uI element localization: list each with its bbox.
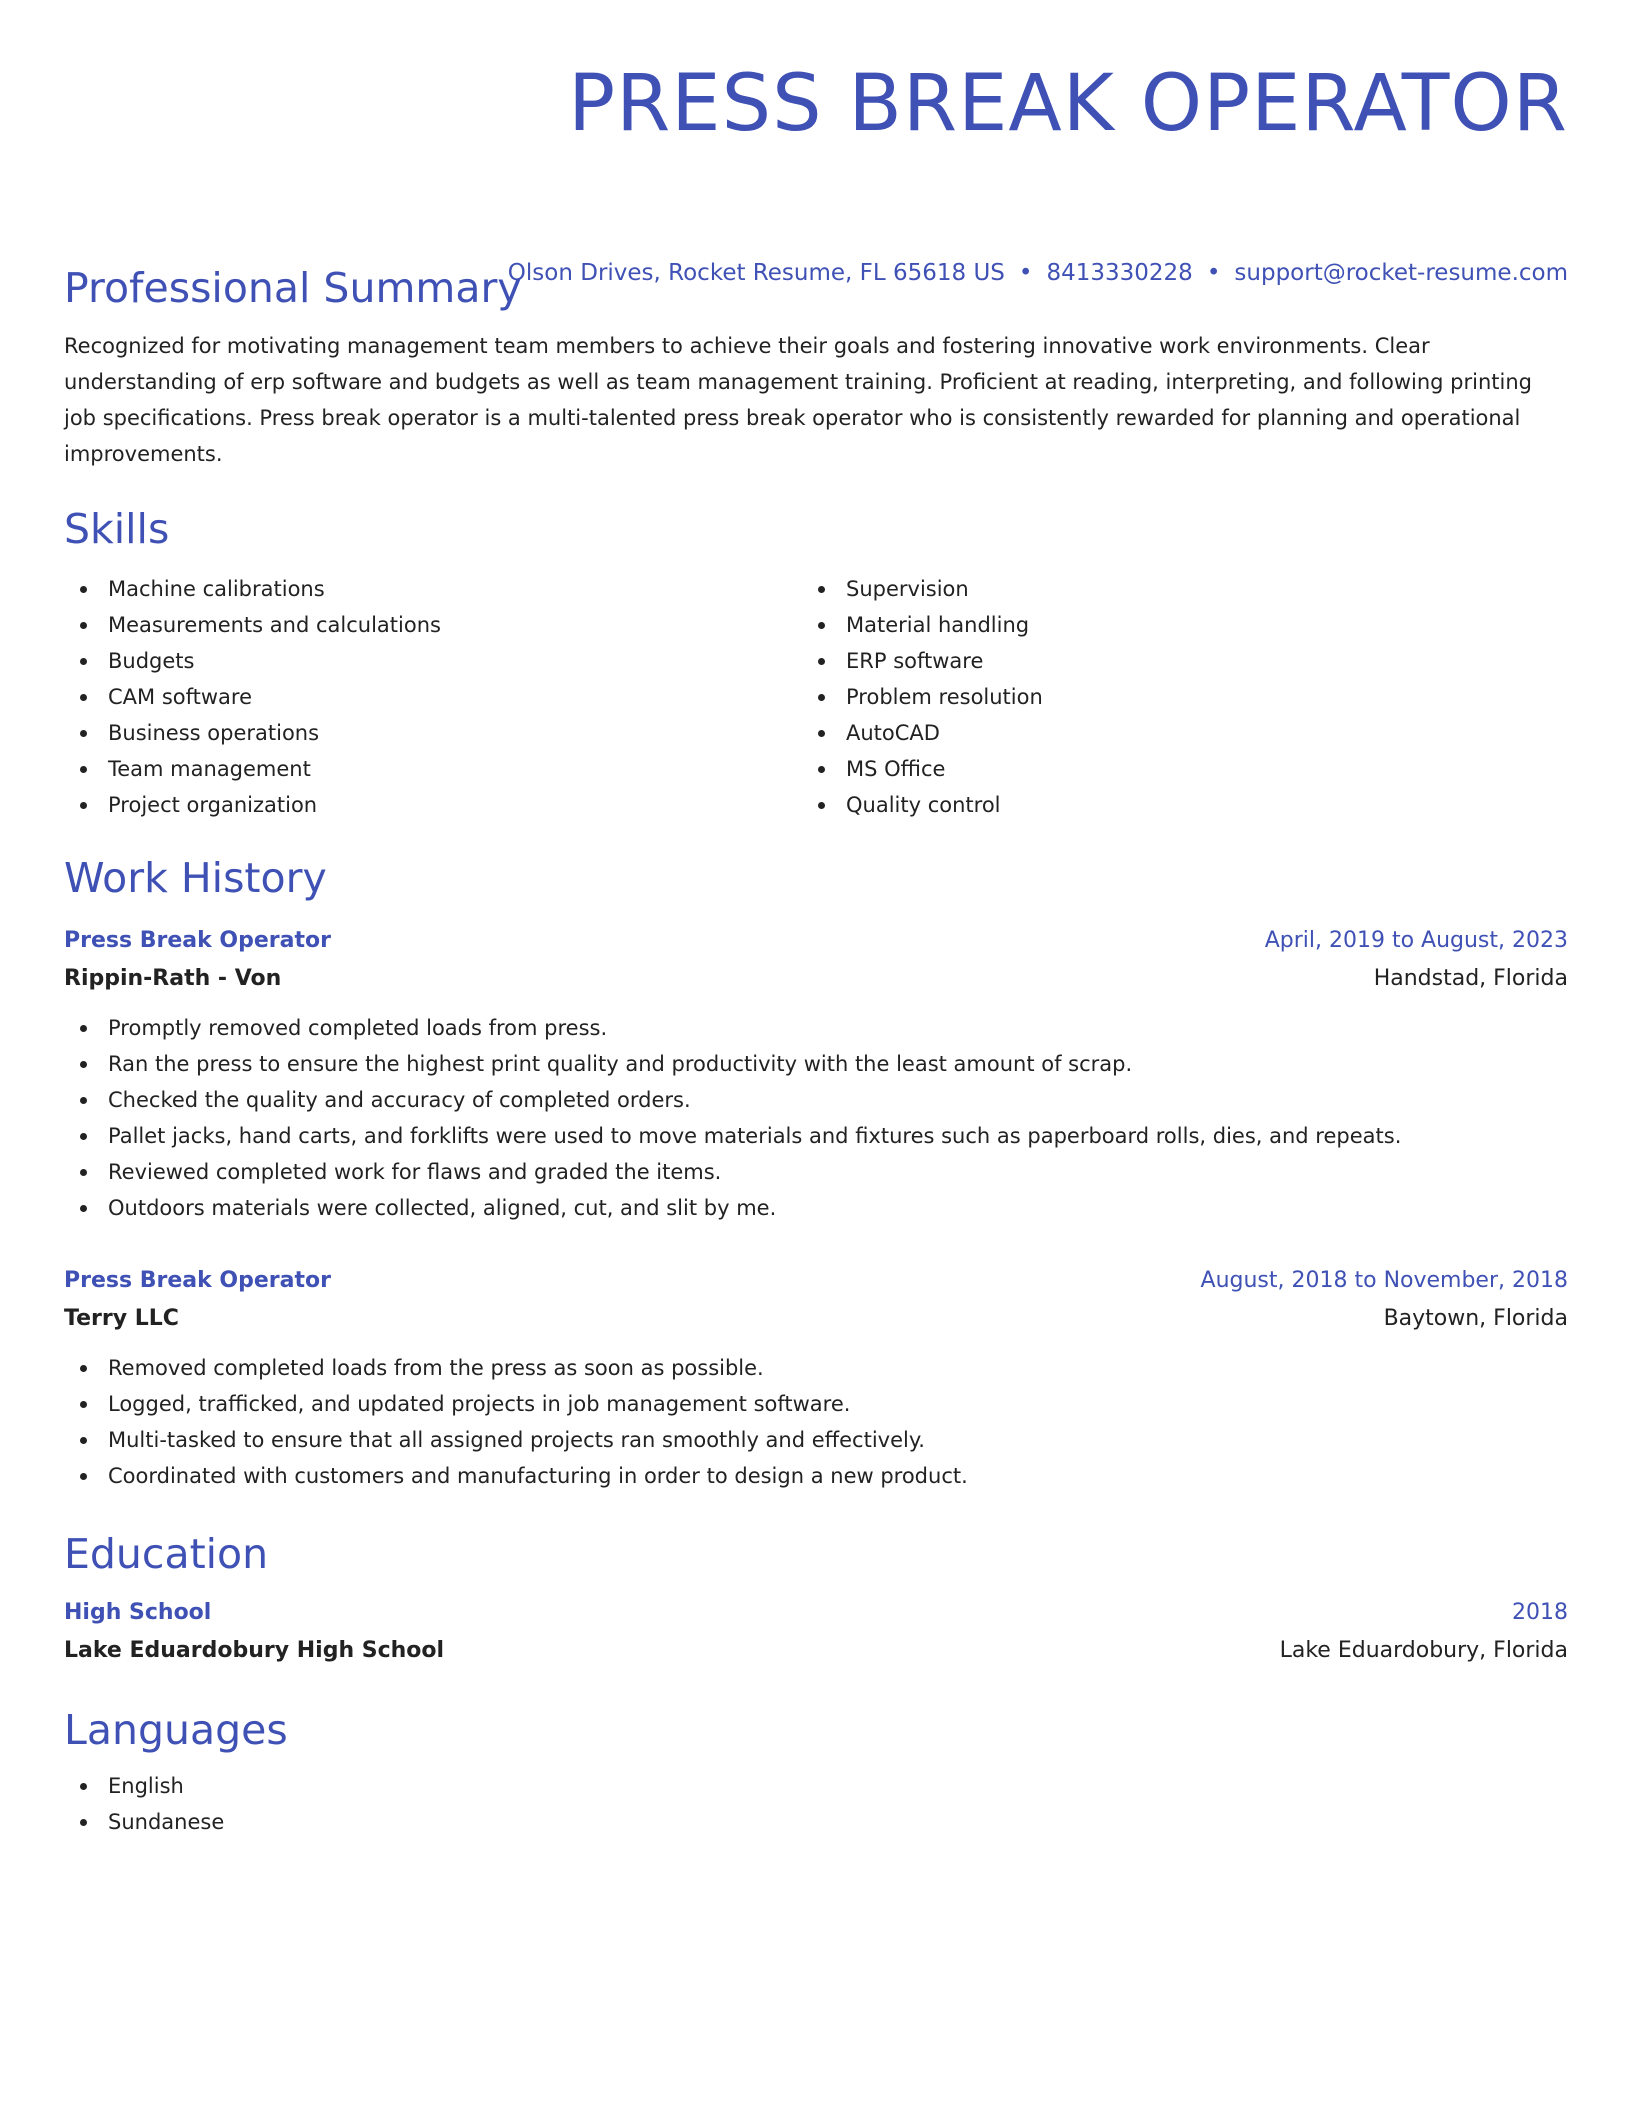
skill-item: ERP software xyxy=(802,643,1540,679)
job-bullet: Multi-tasked to ensure that all assigned projects ran smoothly and effectively. xyxy=(64,1422,1568,1458)
separator-dot: • xyxy=(1018,260,1033,286)
job-bullet: Logged, trafficked, and updated projects in job management software. xyxy=(64,1386,1568,1422)
job-entry xyxy=(64,922,1568,1226)
education-degree: High School xyxy=(64,1600,212,1625)
skills-list-right xyxy=(802,571,1540,823)
contact-email[interactable]: support@rocket-resume.com xyxy=(1234,260,1568,286)
skills-section xyxy=(64,503,1568,823)
job-bullets xyxy=(64,1010,1568,1226)
skill-item: Project organization xyxy=(64,787,802,823)
job-bullet: Coordinated with customers and manufacturing in order to design a new product. xyxy=(64,1458,1568,1494)
languages-heading: Languages xyxy=(64,1706,288,1754)
summary-text: Recognized for motivating management team members to achieve their goals and fostering innovative work environments. Clear understanding of erp software and budgets as well as team management training. Proficient at reading, interpreting, and following printing job specifications. Press break operator is a multi-talented press break operator who is consistently rewarded for planning and operational improvements. xyxy=(64,334,1532,466)
job-title: Press Break Operator xyxy=(64,928,331,953)
language-item: Sundanese xyxy=(64,1804,1568,1840)
skill-item: Business operations xyxy=(64,715,802,751)
skill-item: Problem resolution xyxy=(802,679,1540,715)
skill-item: Measurements and calculations xyxy=(64,607,802,643)
education-location: Lake Eduardobury, Florida xyxy=(1279,1638,1568,1663)
job-bullet: Removed completed loads from the press as soon as possible. xyxy=(64,1350,1568,1386)
skills-list-left xyxy=(64,571,802,823)
education-heading: Education xyxy=(64,1530,269,1578)
job-bullets xyxy=(64,1350,1568,1494)
work-history-heading: Work History xyxy=(64,854,327,902)
skill-item: CAM software xyxy=(64,679,802,715)
skill-item: Machine calibrations xyxy=(64,571,802,607)
education-school: Lake Eduardobury High School xyxy=(64,1638,445,1663)
job-bullet: Promptly removed completed loads from press. xyxy=(64,1010,1568,1046)
job-bullet: Checked the quality and accuracy of completed orders. xyxy=(64,1082,1568,1118)
education-section xyxy=(64,1528,1568,1670)
education-year: 2018 xyxy=(1512,1600,1568,1625)
job-header-row xyxy=(64,922,1568,960)
job-bullet: Reviewed completed work for flaws and graded the items. xyxy=(64,1154,1568,1190)
skill-item: AutoCAD xyxy=(802,715,1540,751)
summary-heading: Professional Summary xyxy=(64,264,522,312)
job-location: Baytown, Florida xyxy=(1383,1306,1568,1331)
skills-heading: Skills xyxy=(64,505,170,553)
job-bullet: Outdoors materials were collected, aligned, cut, and slit by me. xyxy=(64,1190,1568,1226)
job-title: Press Break Operator xyxy=(64,1268,331,1293)
languages-section xyxy=(64,1704,1568,1840)
job-company: Terry LLC xyxy=(64,1306,179,1331)
skills-grid xyxy=(64,571,1568,823)
summary-section xyxy=(64,262,1568,472)
education-school-row xyxy=(64,1632,1568,1670)
resume-name: PRESS BREAK OPERATOR xyxy=(568,59,1568,149)
skill-item: Material handling xyxy=(802,607,1540,643)
job-company-row xyxy=(64,1300,1568,1338)
language-item: English xyxy=(64,1768,1568,1804)
job-location: Handstad, Florida xyxy=(1373,966,1568,991)
skill-item: Supervision xyxy=(802,571,1540,607)
contact-phone[interactable]: 8413330228 xyxy=(1046,260,1193,286)
job-dates: April, 2019 to August, 2023 xyxy=(1264,928,1568,953)
job-header-row xyxy=(64,1262,1568,1300)
contact-address: Olson Drives, Rocket Resume, FL 65618 US xyxy=(507,260,1005,286)
job-bullet: Ran the press to ensure the highest print quality and productivity with the least amount of scrap. xyxy=(64,1046,1568,1082)
skill-item: Team management xyxy=(64,751,802,787)
education-header-row xyxy=(64,1594,1568,1632)
job-dates: August, 2018 to November, 2018 xyxy=(1200,1268,1568,1293)
job-bullet: Pallet jacks, hand carts, and forklifts were used to move materials and fixtures such as paperboard rolls, dies, and repeats. xyxy=(64,1118,1568,1154)
job-entry xyxy=(64,1262,1568,1494)
work-history-section xyxy=(64,852,1568,904)
skill-item: MS Office xyxy=(802,751,1540,787)
languages-list xyxy=(64,1768,1568,1840)
skill-item: Budgets xyxy=(64,643,802,679)
job-company-row xyxy=(64,960,1568,998)
skill-item: Quality control xyxy=(802,787,1540,823)
job-company: Rippin-Rath - Von xyxy=(64,966,282,991)
separator-dot: • xyxy=(1206,260,1221,286)
